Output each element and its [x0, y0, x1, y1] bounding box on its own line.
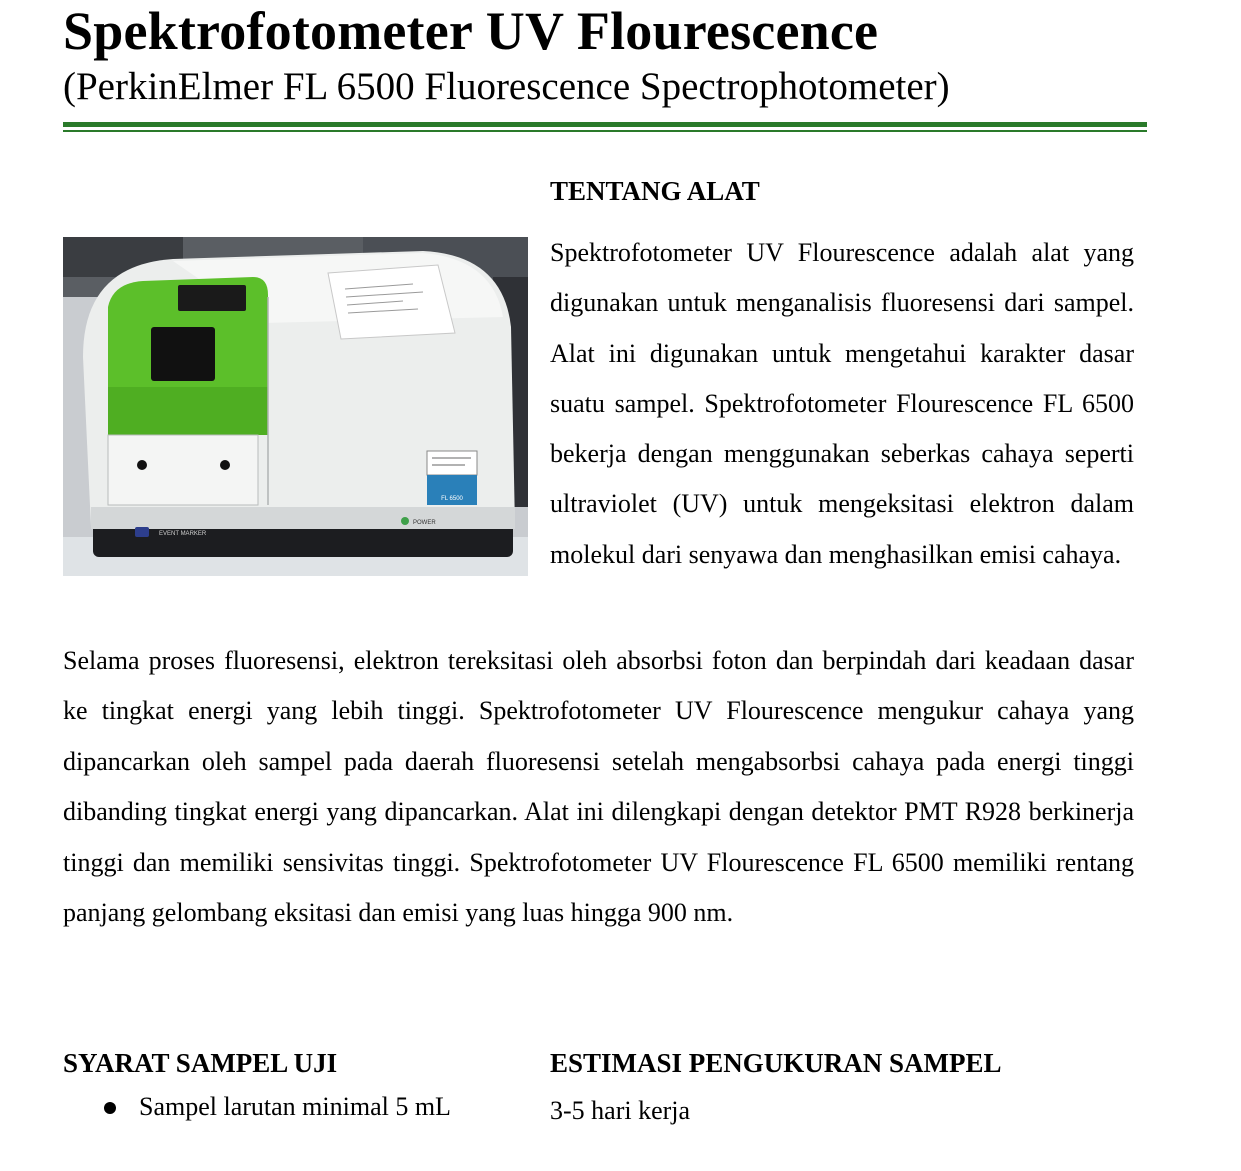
- page-subtitle: (PerkinElmer FL 6500 Fluorescence Spectrophotometer): [63, 65, 950, 108]
- about-paragraph-2: Selama proses fluoresensi, elektron tereksitasi oleh absorbsi foton dan berpindah dari keadaan dasar ke tingkat energi yang lebih tinggi. Spektrofotometer UV Flourescence mengukur cahaya yang dipancarkan oleh sampel pada daerah fluoresensi setelah mengabsorbsi cahaya pada energi tinggi dibanding tingkat energi yang dipancarkan. Alat ini dilengkapi dengan detektor PMT R928 berkinerja tinggi dan memiliki sensivitas tinggi. Spektrofotometer UV Flourescence FL 6500 memiliki rentang panjang gelombang eksitasi dan emisi yang luas hingga 900 nm.: [63, 646, 1134, 928]
- instrument-photo: [63, 237, 528, 576]
- header-divider-thin: [63, 130, 1147, 132]
- estimate-value: 3-5 hari kerja: [550, 1096, 691, 1125]
- power-label: POWER: [413, 520, 436, 526]
- requirements-heading: SYARAT SAMPEL UJI: [63, 1048, 338, 1078]
- page-title: Spektrofotometer UV Flourescence: [63, 1, 879, 61]
- event-marker-button: [135, 527, 149, 537]
- requirement-text: Sampel larutan minimal 5 mL: [139, 1092, 451, 1121]
- header-divider-thick: [63, 122, 1147, 127]
- about-paragraph-1: Spektrofotometer UV Flourescence adalah alat yang digunakan untuk menganalisis fluoresensi dari sampel. Alat ini digunakan untuk mengetahui karakter dasar suatu sampel. Spektrofotometer Flourescence FL 6500 bekerja dengan menggunakan seberkas cahaya seperti ultraviolet (UV) untuk mengeksitasi elektron dalam molekul dari senyawa dan menghasilkan emisi cahaya.: [550, 238, 1134, 569]
- list-item: [63, 1090, 451, 1124]
- event-marker-label: EVENT MARKER: [159, 531, 207, 537]
- estimate-heading: ESTIMASI PENGUKURAN SAMPEL: [550, 1048, 1002, 1078]
- requirements-list: [63, 1090, 451, 1124]
- power-indicator-icon: [401, 517, 409, 525]
- model-label: FL 6500: [441, 496, 463, 502]
- about-heading: TENTANG ALAT: [550, 176, 760, 206]
- bullet-icon: [104, 1102, 116, 1114]
